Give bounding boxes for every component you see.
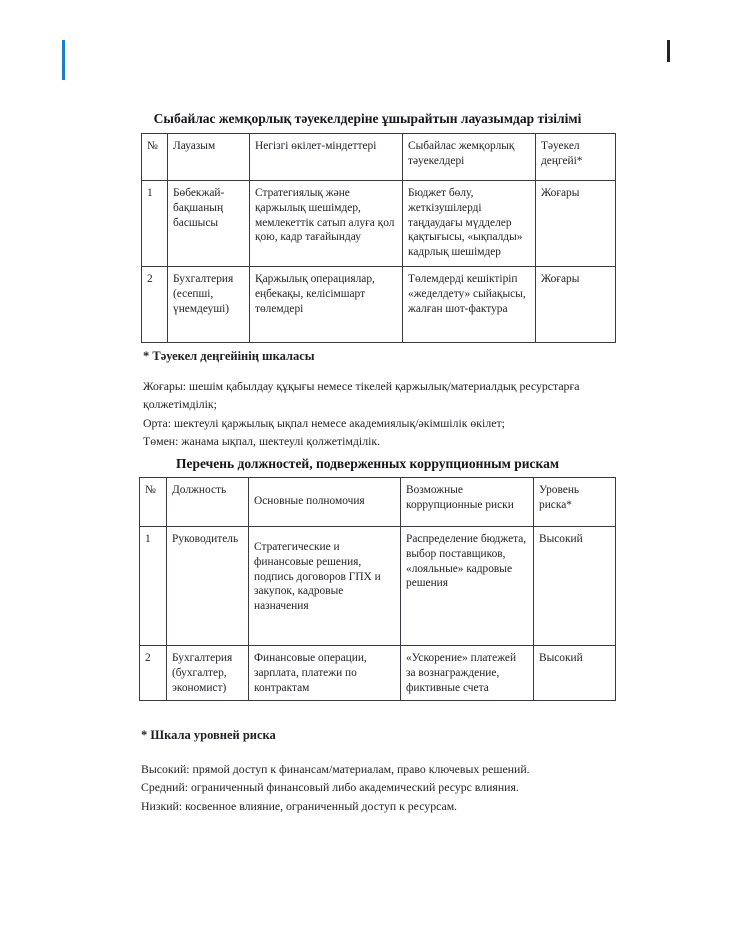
kz-row2-num: 2 [142,267,168,343]
kz-title: Сыбайлас жемқорлық тәуекелдеріне ұшырайтын лауазымдар тізілімі [153,111,582,126]
ru-header-position: Должность [167,478,249,527]
ru-row1-num: 1 [140,527,167,646]
kz-row2-position: Бухгалтерия (есепші, үнемдеуші) [168,267,250,343]
kz-scale-medium: Орта: шектеулі қаржылық ықпал немесе академиялық/әкімшілік өкілет; [143,415,505,430]
kz-row1-level: Жоғары [536,181,616,267]
ru-row2-level: Высокий [534,646,616,701]
ru-row2-risks: «Ускорение» платежей за вознаграждение, фиктивные счета [401,646,534,701]
ru-title: Перечень должностей, подверженных коррупционным рискам [175,456,560,471]
ru-scale-title: * Шкала уровней риска [141,728,276,742]
ru-scale-medium: Средний: ограниченный финансовый либо академический ресурс влияния. [141,780,519,795]
ru-row2-duties: Финансовые операции, зарплата, платежи по контрактам [249,646,401,701]
kz-header-level: Тәуекел деңгейі* [536,134,616,181]
kz-scale-title: * Тәуекел деңгейінің шкаласы [143,349,315,363]
table-row [142,181,616,267]
ru-scale-list [141,760,621,815]
kz-scale-high: Жоғары: шешім қабылдау құқығы немесе тікелей қаржылық/материалдық ресурстарға қолжетімділік; [143,379,580,412]
ru-header-risks: Возможные коррупционные риски [401,478,534,527]
ru-scale-low: Низкий: косвенное влияние, ограниченный доступ к ресурсам. [141,798,458,813]
table-row [140,646,616,701]
ru-row1-level: Высокий [534,527,616,646]
ru-header-num: № [140,478,167,527]
kz-risk-table [141,133,616,343]
kz-row1-position: Бөбекжай-бақшаның басшысы [168,181,250,267]
ru-table-header [140,478,616,527]
table-row [142,267,616,343]
ru-header-level: Уровень риска* [534,478,616,527]
kz-row2-level: Жоғары [536,267,616,343]
kz-row2-duties: Қаржылық операциялар, еңбекақы, келісімшарт төлемдері [250,267,403,343]
ru-row2-position: Бухгалтерия (бухгалтер, экономист) [167,646,249,701]
ru-row1-duties [249,527,401,646]
kz-row2-risks: Төлемдерді кешіктіріп «жеделдету» сыйақысы, жалған шот-фактура [403,267,536,343]
ru-row1-position: Руководитель [167,527,249,646]
kz-table-header [142,134,616,181]
kz-header-risks: Сыбайлас жемқорлық тәуекелдері [403,134,536,181]
kz-header-duties: Негізгі өкілет-міндеттері [250,134,403,181]
ru-header-duties [249,478,401,527]
kz-row1-num: 1 [142,181,168,267]
ru-row2-num: 2 [140,646,167,701]
ru-risk-table [139,477,616,701]
kz-header-position: Лауазым [168,134,250,181]
kz-row1-duties: Стратегиялық және қаржылық шешімдер, мемлекеттік сатып алуға қол қою, кадр тағайындау [250,181,403,267]
scan-edge-mark-right [667,40,670,62]
kz-scale-low: Төмен: жанама ықпал, шектеулі қолжетімділік. [143,433,381,448]
kz-scale-list [143,377,623,450]
ru-row1-duties-text: Стратегические и финансовые решения, подпись договоров ГПХ и закупок, кадровые назначения [254,541,381,613]
kz-row1-risks: Бюджет бөлу, жеткізушілерді таңдаудағы мүдделер қақтығысы, «ықпалды» кадрлық шешімдер [403,181,536,267]
table-row [140,527,616,646]
ru-row1-risks: Распределение бюджета, выбор поставщиков, «лояльные» кадровые решения [401,527,534,646]
ru-scale-high: Высокий: прямой доступ к финансам/материалам, право ключевых решений. [141,762,530,776]
scan-edge-mark [62,40,65,80]
kz-header-num: № [142,134,168,181]
ru-header-duties-text: Основные полномочия [254,495,365,507]
